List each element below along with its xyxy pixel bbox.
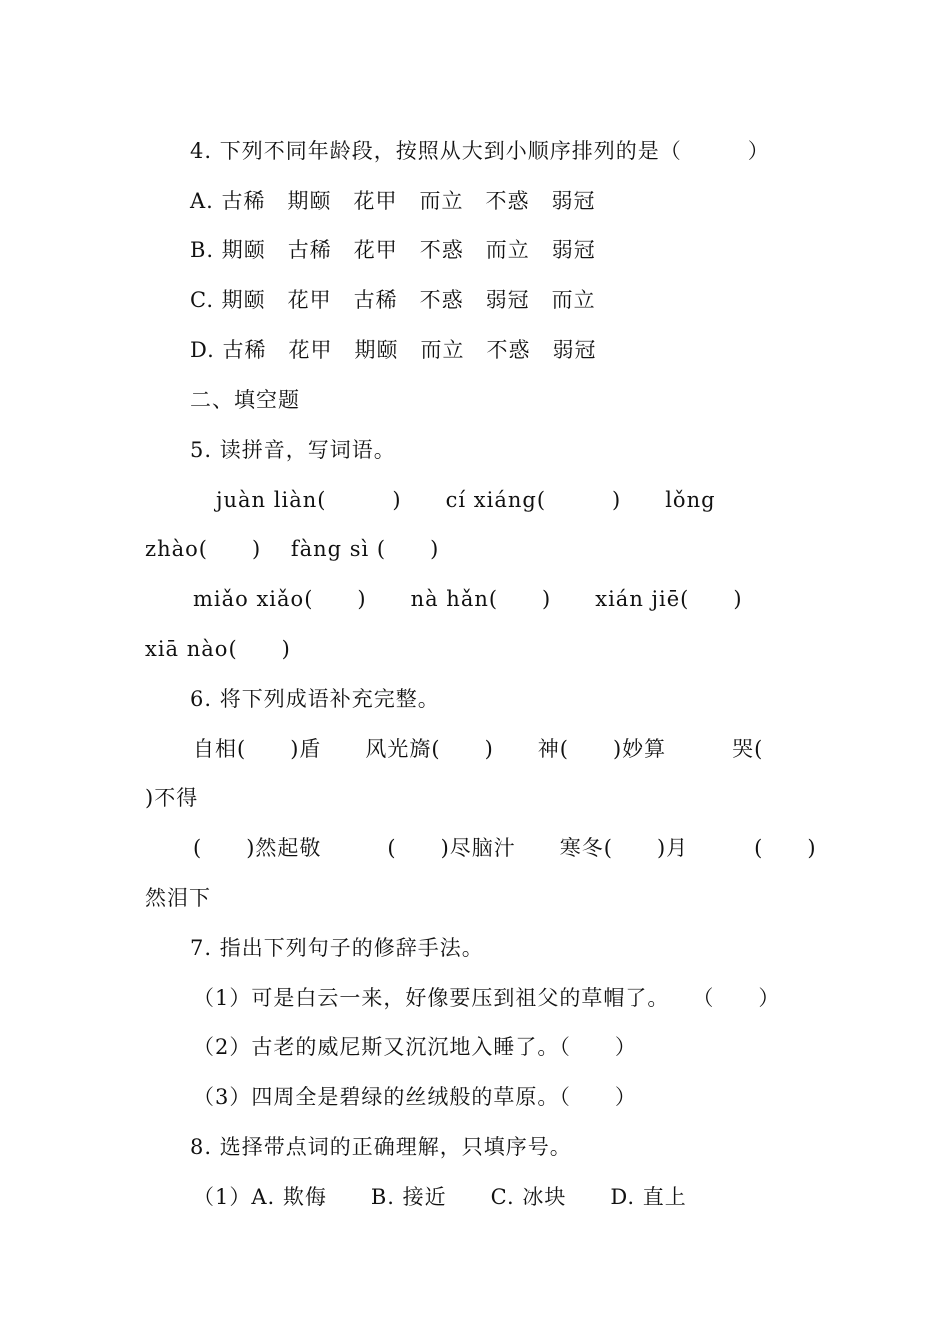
question-4-option-c: C. 期颐 花甲 古稀 不惑 弱冠 而立 xyxy=(190,288,596,312)
question-5-line-4: xiā nào( ) xyxy=(145,637,291,661)
question-4-option-a: A. 古稀 期颐 花甲 而立 不惑 弱冠 xyxy=(190,189,596,213)
question-5-stem: 5. 读拼音，写词语。 xyxy=(190,438,396,462)
question-6-line-4: 然泪下 xyxy=(145,886,211,910)
question-6-line-2: )不得 xyxy=(145,786,199,810)
question-8-item-1: （1）A. 欺侮 B. 接近 C. 冰块 D. 直上 xyxy=(193,1185,687,1209)
question-7-item-1: （1）可是白云一来，好像要压到祖父的草帽了。 （ ） xyxy=(193,986,781,1010)
question-5-line-2: zhào( ) fàng sì ( ) xyxy=(145,537,440,561)
question-6-line-3: ( )然起敬 ( )尽脑汁 寒冬( )月 ( ) xyxy=(193,836,817,860)
question-6-stem: 6. 将下列成语补充完整。 xyxy=(190,687,440,711)
question-6-line-1: 自相( )盾 风光旖( ) 神( )妙算 哭( xyxy=(193,737,764,761)
question-5-line-3: miǎo xiǎo( ) nà hǎn( ) xián jiē( ) xyxy=(193,587,743,611)
question-5-line-1: juàn liàn( ) cí xiáng( ) lǒng xyxy=(216,488,716,512)
question-7-item-2: （2）古老的威尼斯又沉沉地入睡了。（ ） xyxy=(193,1035,637,1059)
question-7-item-3: （3）四周全是碧绿的丝绒般的草原。（ ） xyxy=(193,1085,637,1109)
question-8-stem: 8. 选择带点词的正确理解，只填序号。 xyxy=(190,1135,572,1159)
question-7-stem: 7. 指出下列句子的修辞手法。 xyxy=(190,936,484,960)
question-4-option-d: D. 古稀 花甲 期颐 而立 不惑 弱冠 xyxy=(190,338,597,362)
question-4-option-b: B. 期颐 古稀 花甲 不惑 而立 弱冠 xyxy=(190,238,596,262)
section-heading: 二、填空题 xyxy=(190,388,300,412)
question-4-stem: 4. 下列不同年龄段，按照从大到小顺序排列的是（ ） xyxy=(190,139,770,163)
